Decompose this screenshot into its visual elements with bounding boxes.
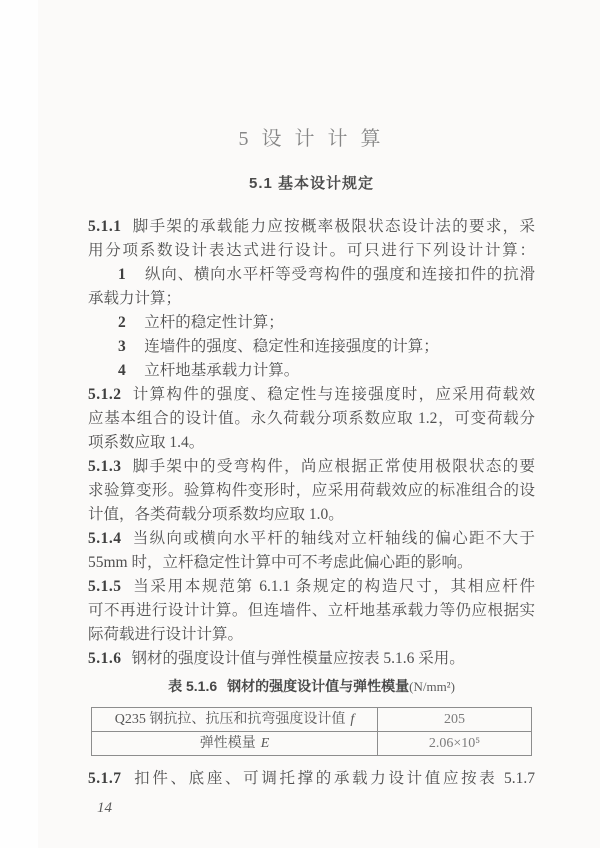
body-line <box>88 527 535 551</box>
table-row-label <box>92 708 378 732</box>
table-row-label <box>92 732 378 756</box>
clause-text: 脚手架的承载能力应按概率极限状态设计法的要求，采 <box>131 218 535 235</box>
clause-text: 立杆的稳定性计算； <box>144 314 284 331</box>
body-line <box>88 335 535 359</box>
table-row-value: 205 <box>378 708 532 732</box>
table-row <box>92 732 532 756</box>
body-text <box>88 215 535 671</box>
clause-text: 计算构件的强度、稳定性与连接强度时，应采用荷载效 <box>131 386 535 403</box>
clause-text: 用分项系数设计表达式进行设计。可只进行下列设计计算： <box>88 242 535 259</box>
table-caption-title: 钢材的强度设计值与弹性模量 <box>227 678 410 694</box>
steel-strength-table <box>91 707 532 756</box>
body-line <box>88 407 535 431</box>
clause-number: 5.1.4 <box>88 530 122 547</box>
body-line <box>88 311 535 335</box>
clause-number: 5.1.3 <box>88 458 122 475</box>
table-caption <box>88 676 535 696</box>
clause-number: 2 <box>118 314 127 331</box>
table-caption-number: 表 5.1.6 <box>168 678 218 694</box>
clause-text: 求验算变形。验算构件变形时，应采用荷载效应的标准组合的设 <box>88 482 535 499</box>
table-row-symbol: E <box>260 736 270 751</box>
body-line <box>88 383 535 407</box>
clause-text: 计值，各类荷载分项系数均应取 1.0。 <box>88 506 344 523</box>
table-row-value: 2.06×10⁵ <box>378 732 532 756</box>
clause-text: 当纵向或横向水平杆的轴线对立杆轴线的偏心距不大于 <box>131 530 535 547</box>
body-line <box>88 431 535 455</box>
clause-text: 55mm 时，立杆稳定性计算中可不考虑此偏心距的影响。 <box>88 554 473 571</box>
clause-text: 承载力计算； <box>88 290 182 307</box>
page-left-edge <box>0 0 38 848</box>
clause-number: 5.1.7 <box>88 770 122 787</box>
table-row-label-text: 弹性模量 <box>199 736 256 751</box>
clause-text: 脚手架中的受弯构件，尚应根据正常使用极限状态的要 <box>131 458 535 475</box>
body-line <box>88 479 535 503</box>
page-number: 14 <box>97 800 112 816</box>
clause-number: 5.1.6 <box>88 650 122 667</box>
clause-number: 5.1.5 <box>88 578 122 595</box>
clause-text: 立杆地基承载力计算。 <box>144 362 300 379</box>
body-line <box>88 287 535 311</box>
clause-text: 当采用本规范第 6.1.1 条规定的构造尺寸，其相应杆件 <box>131 578 535 595</box>
clause-text: 项系数应取 1.4。 <box>88 434 205 451</box>
clause-text: 钢材的强度设计值与弹性模量应按表 5.1.6 采用。 <box>131 650 465 667</box>
table-caption-unit: (N/mm²) <box>409 679 455 694</box>
body-line <box>88 359 535 383</box>
body-line <box>88 215 535 239</box>
clause-text: 应基本组合的设计值。永久荷载分项系数应取 1.2，可变荷载分 <box>88 410 535 427</box>
body-line <box>88 263 535 287</box>
body-line <box>88 575 535 599</box>
body-line <box>88 599 535 623</box>
clause-number: 5.1.2 <box>88 386 122 403</box>
table-row <box>92 708 532 732</box>
body-line <box>88 551 535 575</box>
clause-number: 4 <box>118 362 127 379</box>
body-line <box>88 767 535 791</box>
body-line <box>88 503 535 527</box>
clause-text: 可不再进行设计计算。但连墙件、立杆地基承载力等仍应根据实 <box>88 602 535 619</box>
table-row-label-text: Q235 钢抗拉、抗压和抗弯强度设计值 <box>114 712 346 727</box>
body-line <box>88 455 535 479</box>
body-line <box>88 239 535 263</box>
chapter-title: 5 设 计 计 算 <box>238 128 385 150</box>
clause-number: 1 <box>118 266 127 283</box>
clause-text: 连墙件的强度、稳定性和连接强度的计算； <box>144 338 439 355</box>
body-line <box>88 623 535 647</box>
table-row-symbol: f <box>350 712 355 727</box>
clause-text: 扣件、底座、可调托撑的承载力设计值应按表 5.1.7 <box>131 770 535 787</box>
clause-number: 3 <box>118 338 127 355</box>
clause-number: 5.1.1 <box>88 218 122 235</box>
body-line <box>88 647 535 671</box>
clause-text: 际荷载进行设计计算。 <box>88 626 244 643</box>
section-heading: 5.1 基本设计规定 <box>248 175 375 192</box>
after-table-text <box>88 767 535 791</box>
clause-text: 纵向、横向水平杆等受弯构件的强度和连接扣件的抗滑 <box>144 266 535 283</box>
